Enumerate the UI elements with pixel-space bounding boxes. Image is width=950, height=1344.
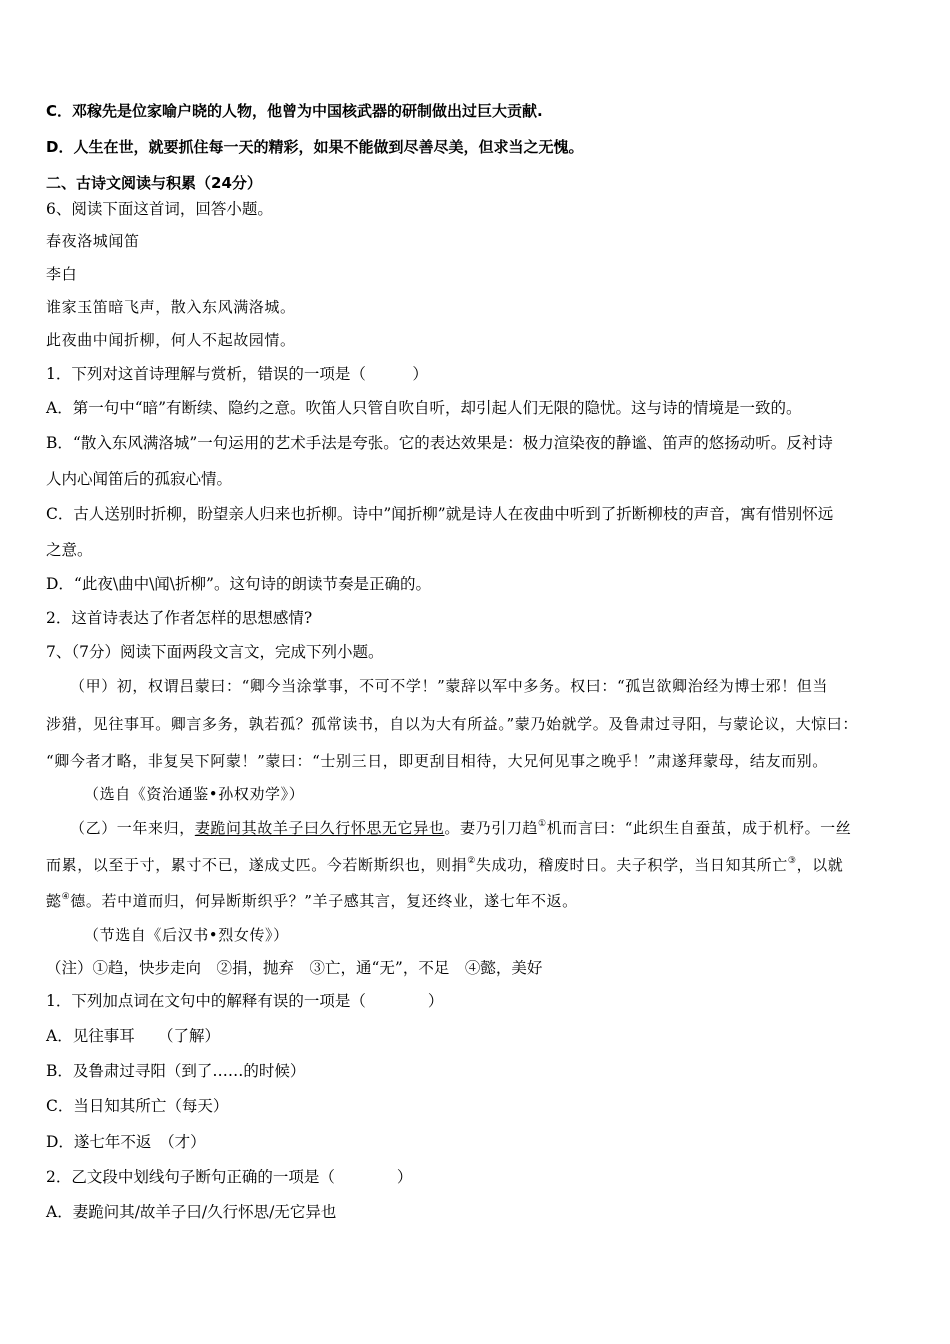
option-6-1d: D．“此夜\曲中\闻\折柳”。这句诗的朗读节奏是正确的。 (46, 575, 431, 593)
option-6-1c: C．古人送别时折柳，盼望亲人归来也折柳。诗中”闻折柳”就是诗人在夜曲中听到了折断柳枝的声音，寓有惜别怀远 (46, 505, 834, 523)
footnotes: （注）①趋，快步走向 ②捐，抛弃 ③亡，通“无”，不足 ④懿，美好 (46, 959, 543, 977)
option-6-1c-cont: 之意。 (46, 541, 93, 559)
passage-jia-line-3: “卿今者才略，非复吴下阿蒙！”蒙曰：“士别三日，即更刮目相待，大兄何见事之晚乎！”肃遂拜蒙母，结友而别。 (46, 752, 828, 770)
option-6-1a: A．第一句中“暗”有断续、隐约之意。吹笛人只管自吹自听，却引起人们无限的隐忧。这与诗的情境是一致的。 (46, 399, 802, 417)
passage-yi-text: 德。若中道而归，何异断斯织乎？”羊子感其言，复还终业，遂七年不返。 (70, 892, 578, 910)
option-7-1a: A．见往事耳 （了解） (46, 1027, 220, 1045)
passage-yi-text: 。妻乃引刀趋 (444, 819, 539, 837)
passage-yi-source: （节选自《后汉书•烈女传》） (84, 926, 289, 944)
section-heading-2: 二、古诗文阅读与积累（24分） (46, 174, 262, 192)
passage-yi-text: 懿 (46, 892, 62, 910)
option-7-1d: D．遂七年不返 （才） (46, 1133, 206, 1151)
passage-yi-line-2 (46, 855, 843, 875)
passage-jia-line-1: （甲）初，权谓吕蒙曰：“卿今当涂掌事，不可不学！”蒙辞以军中多务。权曰：“孤岂欲卿治经为博士邪！但当 (70, 677, 829, 695)
passage-jia-source: （选自《资治通鉴•孙权劝学》） (84, 785, 305, 803)
passage-yi-text: 而累，以至于寸，累寸不已，遂成丈匹。今若断斯织也，则捐 (46, 856, 468, 874)
passage-yi-text: 机而言曰：“此织生自蚕茧，成于机杼。一丝 (546, 819, 852, 837)
question-6-1: 1．下列对这首诗理解与赏析，错误的一项是（ ） (46, 365, 428, 383)
question-7-2: 2．乙文段中划线句子断句正确的一项是（ ） (46, 1168, 413, 1186)
option-6-1b: B．“散入东风满洛城”一句运用的艺术手法是夸张。它的表达效果是：极力渲染夜的静谧、笛声的悠扬动听。反衬诗 (46, 434, 833, 452)
underlined-sentence: 妻跪问其故羊子曰久行怀思无它异也 (194, 819, 445, 837)
passage-yi-line-3 (46, 891, 578, 911)
poem-line-2: 此夜曲中闻折柳，何人不起故园情。 (46, 331, 296, 349)
passage-jia-line-2: 涉猎，见往事耳。卿言多务，孰若孤？孤常读书，自以为大有所益。”蒙乃始就学。及鲁肃过寻阳，与蒙论议，大惊曰： (46, 715, 858, 733)
passage-yi-text: 失成功，稽废时日。夫子积学，当日知其所亡 (475, 856, 788, 874)
poem-line-1: 谁家玉笛暗飞声，散入东风满洛城。 (46, 298, 296, 316)
footnote-mark-1: ① (538, 819, 547, 829)
poem-title: 春夜洛城闻笛 (46, 232, 140, 250)
option-5d: D．人生在世，就要抓住每一天的精彩，如果不能做到尽善尽美，但求当之无愧。 (46, 138, 584, 156)
option-7-1b: B．及鲁肃过寻阳（到了……的时候） (46, 1062, 306, 1080)
option-7-1c: C．当日知其所亡（每天） (46, 1097, 229, 1115)
option-5c: C．邓稼先是位家喻户晓的人物，他曾为中国核武器的研制做出过巨大贡献. (46, 102, 543, 120)
option-6-1b-cont: 人内心闻笛后的孤寂心情。 (46, 470, 233, 488)
question-6-2: 2．这首诗表达了作者怎样的思想感情? (46, 609, 313, 627)
question-7-1: 1．下列加点词在文句中的解释有误的一项是（ ） (46, 992, 444, 1010)
footnote-mark-3: ③ (787, 856, 797, 866)
poem-author: 李白 (46, 265, 78, 283)
option-7-2a: A．妻跪问其/故羊子曰/久行怀思/无它异也 (46, 1203, 337, 1221)
passage-yi-line-1 (70, 818, 851, 838)
footnote-mark-4: ④ (61, 892, 71, 902)
passage-yi-text: ，以就 (796, 856, 844, 874)
question-7: 7、（7分）阅读下面两段文言文，完成下列小题。 (46, 643, 384, 661)
passage-yi-text: （乙）一年来归， (70, 819, 195, 837)
footnote-mark-2: ② (467, 856, 476, 866)
question-6: 6、阅读下面这首词，回答小题。 (46, 200, 273, 218)
